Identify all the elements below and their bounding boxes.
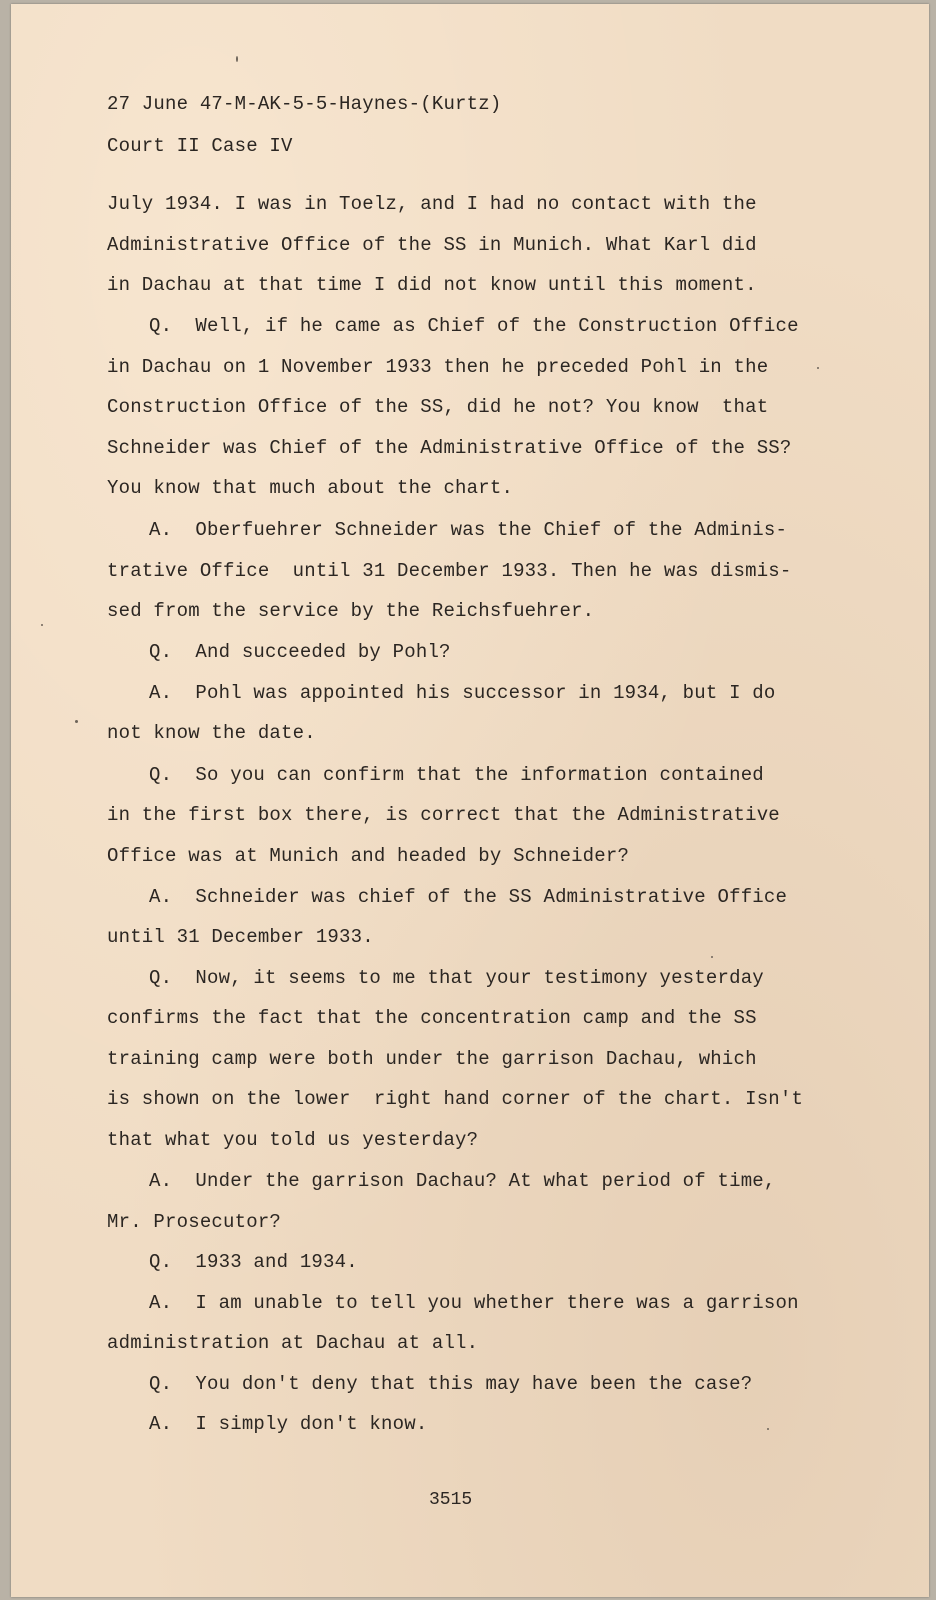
text-line-15: Q. So you can confirm that the information contained bbox=[149, 764, 764, 786]
text-line-30: Q. You don't deny that this may have been the case? bbox=[149, 1373, 753, 1395]
text-line-21: confirms the fact that the concentration camp and the SS bbox=[107, 1007, 757, 1029]
text-line-19: until 31 December 1933. bbox=[107, 926, 374, 948]
text-line-9: A. Oberfuehrer Schneider was the Chief of the Adminis- bbox=[149, 519, 788, 541]
paper-speck bbox=[767, 1428, 769, 1430]
text-line-28: A. I am unable to tell you whether there was a garrison bbox=[149, 1292, 799, 1314]
text-line-6: Construction Office of the SS, did he not? You know that bbox=[107, 396, 769, 418]
paper-speck bbox=[41, 624, 43, 626]
paper-speck bbox=[711, 956, 713, 958]
paper-speck bbox=[817, 367, 819, 369]
text-line-1: July 1934. I was in Toelz, and I had no contact with the bbox=[107, 193, 757, 215]
text-line-3: in Dachau at that time I did not know until this moment. bbox=[107, 274, 757, 296]
header-line-date-reference: 27 June 47-M-AK-5-5-Haynes-(Kurtz) bbox=[107, 93, 502, 115]
text-line-14: not know the date. bbox=[107, 722, 316, 744]
text-line-23: is shown on the lower right hand corner of the chart. Isn't bbox=[107, 1088, 804, 1110]
text-line-2: Administrative Office of the SS in Munich. What Karl did bbox=[107, 234, 757, 256]
text-line-5: in Dachau on 1 November 1933 then he preceded Pohl in the bbox=[107, 356, 769, 378]
page-number: 3515 bbox=[429, 1490, 473, 1510]
text-line-11: sed from the service by the Reichsfuehrer. bbox=[107, 600, 595, 622]
text-line-12: Q. And succeeded by Pohl? bbox=[149, 641, 451, 663]
text-line-31: A. I simply don't know. bbox=[149, 1413, 428, 1435]
text-line-17: Office was at Munich and headed by Schneider? bbox=[107, 845, 630, 867]
text-line-26: Mr. Prosecutor? bbox=[107, 1211, 282, 1233]
header-line-court-case: Court II Case IV bbox=[107, 135, 293, 157]
text-line-29: administration at Dachau at all. bbox=[107, 1332, 479, 1354]
text-line-18: A. Schneider was chief of the SS Administrative Office bbox=[149, 886, 788, 908]
text-line-24: that what you told us yesterday? bbox=[107, 1129, 479, 1151]
text-line-25: A. Under the garrison Dachau? At what period of time, bbox=[149, 1170, 776, 1192]
paper-speck bbox=[75, 720, 78, 723]
text-line-27: Q. 1933 and 1934. bbox=[149, 1251, 358, 1273]
text-line-16: in the first box there, is correct that the Administrative bbox=[107, 804, 780, 826]
text-line-10: trative Office until 31 December 1933. Then he was dismis- bbox=[107, 560, 792, 582]
text-line-7: Schneider was Chief of the Administrative Office of the SS? bbox=[107, 437, 792, 459]
paper-speck bbox=[236, 56, 238, 62]
text-line-8: You know that much about the chart. bbox=[107, 477, 514, 499]
text-line-4: Q. Well, if he came as Chief of the Construction Office bbox=[149, 315, 799, 337]
text-line-20: Q. Now, it seems to me that your testimony yesterday bbox=[149, 967, 764, 989]
document-page bbox=[11, 4, 929, 1597]
text-line-22: training camp were both under the garrison Dachau, which bbox=[107, 1048, 757, 1070]
text-line-13: A. Pohl was appointed his successor in 1934, but I do bbox=[149, 682, 776, 704]
